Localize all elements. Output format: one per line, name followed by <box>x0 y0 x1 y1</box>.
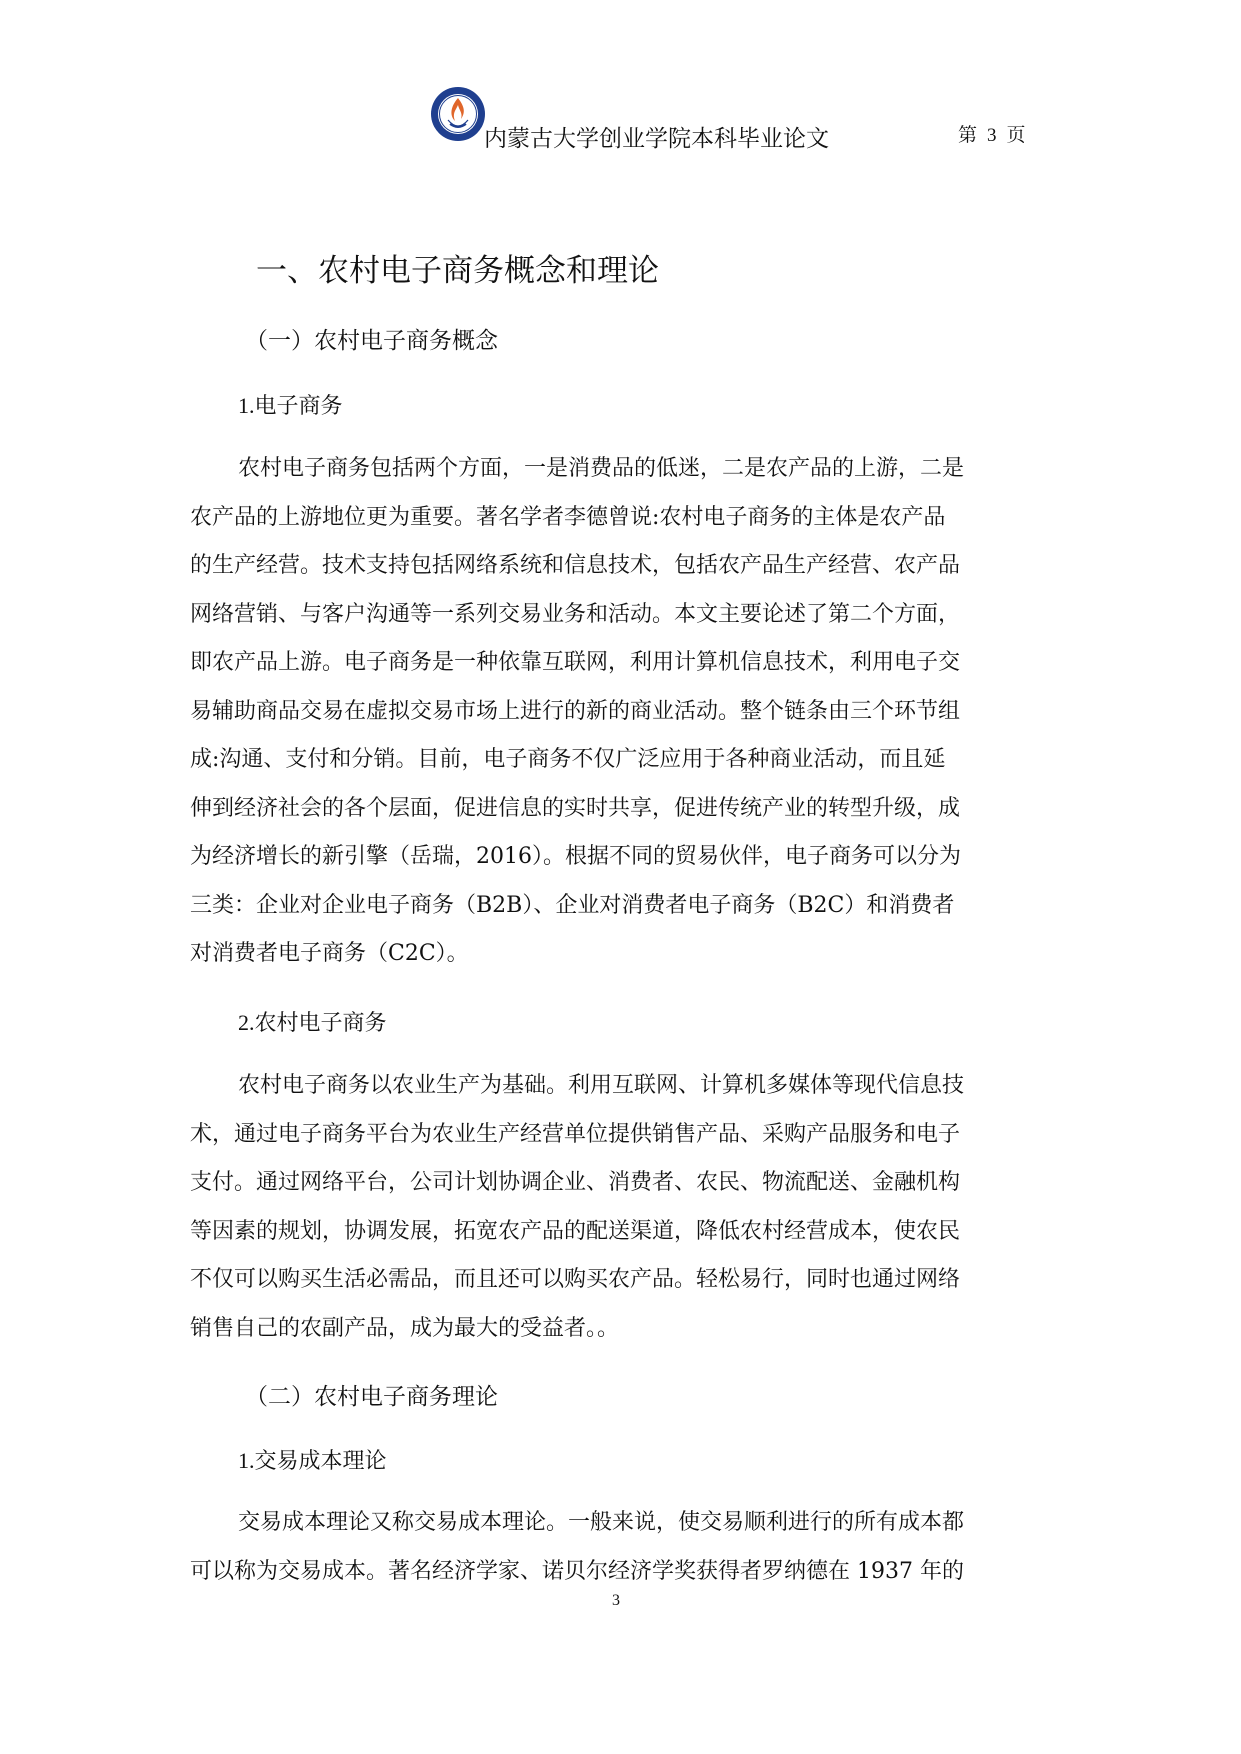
header-page-number: 第 3 页 <box>958 124 1026 146</box>
paragraph-line: 等因素的规划，协调发展，拓宽农产品的配送渠道，降低农村经营成本，使农民 <box>190 1219 961 1244</box>
paragraph-line: 成:沟通、支付和分销。目前，电子商务不仅广泛应用于各种商业活动，而且延 <box>190 747 946 772</box>
paragraph-line: 术，通过电子商务平台为农业生产经营单位提供销售产品、采购产品服务和电子 <box>190 1122 961 1147</box>
paragraph-line: 的生产经营。技术支持包括网络系统和信息技术，包括农产品生产经营、农产品 <box>190 553 961 578</box>
university-logo <box>430 86 486 142</box>
paragraph-line: 网络营销、与客户沟通等一系列交易业务和活动。本文主要论述了第二个方面， <box>190 602 961 627</box>
footer-page-number: 3 <box>612 1592 620 1609</box>
paragraph-line: 交易成本理论又称交易成本理论。一般来说，使交易顺利进行的所有成本都 <box>238 1510 965 1535</box>
paragraph-line: 支付。通过网络平台，公司计划协调企业、消费者、农民、物流配送、金融机构 <box>190 1170 961 1195</box>
item-heading: 2.农村电子商务 <box>238 1010 387 1036</box>
subsection-title: （二）农村电子商务理论 <box>245 1384 498 1410</box>
subsection-title: （一）农村电子商务概念 <box>245 328 498 354</box>
chapter-title: 一、农村电子商务概念和理论 <box>256 253 659 289</box>
paragraph-line: 对消费者电子商务（C2C）。 <box>190 941 469 966</box>
paragraph-line: 易辅助商品交易在虚拟交易市场上进行的新的商业活动。整个链条由三个环节组 <box>190 699 961 724</box>
item-heading: 1.交易成本理论 <box>238 1448 387 1474</box>
paragraph-line: 可以称为交易成本。著名经济学家、诺贝尔经济学奖获得者罗纳德在 1937 年的 <box>190 1559 964 1584</box>
paragraph-line: 三类：企业对企业电子商务（B2B）、企业对消费者电子商务（B2C）和消费者 <box>190 893 955 918</box>
paragraph-line: 伸到经济社会的各个层面，促进信息的实时共享，促进传统产业的转型升级，成 <box>190 796 961 821</box>
paragraph-line: 农产品的上游地位更为重要。著名学者李德曾说:农村电子商务的主体是农产品 <box>190 505 946 530</box>
paragraph-line: 农村电子商务以农业生产为基础。利用互联网、计算机多媒体等现代信息技 <box>238 1073 965 1098</box>
paragraph-line: 销售自己的农副产品，成为最大的受益者。。 <box>190 1316 620 1341</box>
paragraph-line: 不仅可以购买生活必需品，而且还可以购买农产品。轻松易行，同时也通过网络 <box>190 1267 961 1292</box>
paragraph-line: 农村电子商务包括两个方面，一是消费品的低迷，二是农产品的上游，二是 <box>238 456 965 481</box>
item-heading: 1.电子商务 <box>238 393 343 419</box>
header-title: 内蒙古大学创业学院本科毕业论文 <box>484 126 829 152</box>
paragraph-line: 为经济增长的新引擎（岳瑞，2016）。根据不同的贸易伙伴，电子商务可以分为 <box>190 844 961 869</box>
paragraph-line: 即农产品上游。电子商务是一种依靠互联网，利用计算机信息技术，利用电子交 <box>190 650 961 675</box>
